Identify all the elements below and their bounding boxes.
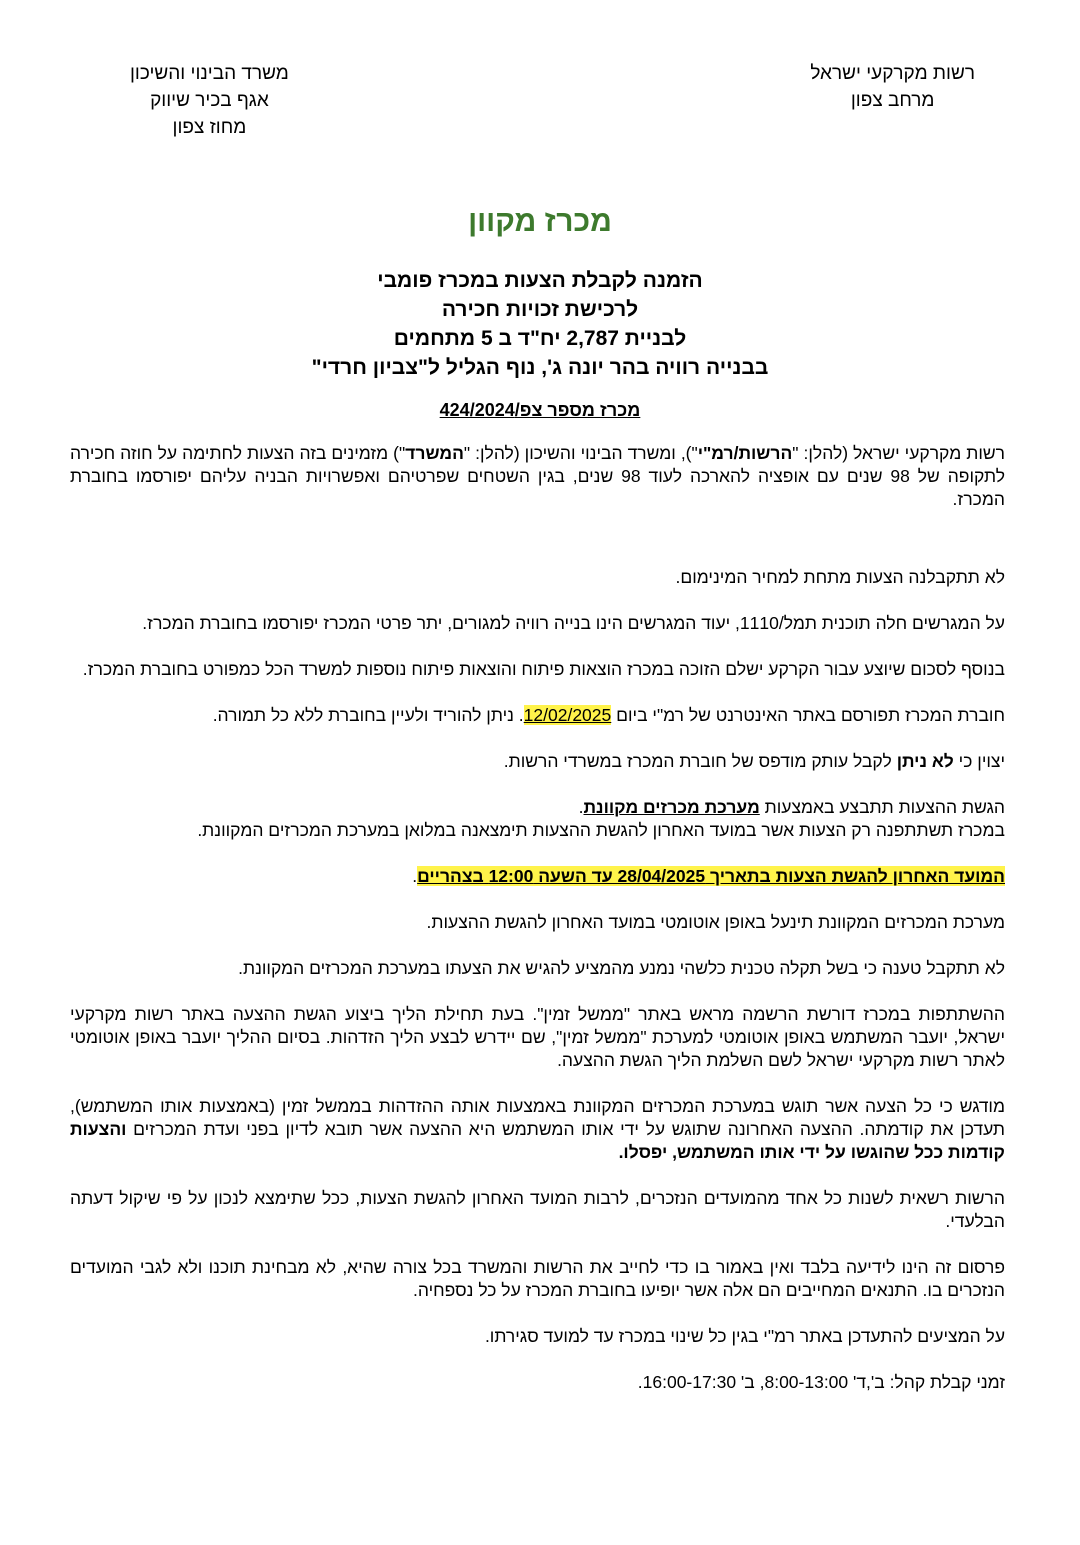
paragraph-publication-date: חוברת המכרז תפורסם באתר האינטרנט של רמ"י ביום 12/02/2025. ניתן להוריד ולעיין בחוברת ללא כל תמורה. <box>212 705 1005 725</box>
header-line: מרחב צפון <box>850 90 935 111</box>
invitation-subtitle <box>0 266 1080 382</box>
document-body <box>70 442 1005 1394</box>
tender-number: מכרז מספר צפ/424/2024 <box>439 400 641 420</box>
paragraph-development-costs: בנוסף לסכום שיוצע עבור הקרקע ישלם הזוכה במכרז הוצאות פיתוח והוצאות פיתוח נוספות למשרד הכל כמפורט בחוברת המכרז. <box>82 659 1005 679</box>
paragraph-technical-fault: לא תתקבל טענה כי בשל תקלה טכנית כלשהי נמנע מהמציע להגיש את הצעתו במערכת המכרזים המקוונת. <box>238 958 1005 978</box>
header-line: אגף בכיר שיווק <box>150 90 269 111</box>
subtitle-line: בבנייה רוויה בהר יונה ג', נוף הגליל ל"צביון חרדי" <box>311 356 769 379</box>
header-issuer-rmi <box>810 60 975 114</box>
subtitle-line: הזמנה לקבלת הצעות במכרז פומבי <box>377 269 703 292</box>
paragraph-updates: על המציעים להתעדכן באתר רמ"י בגין כל שינוי במכרז עד למועד סגירתו. <box>484 1326 1005 1346</box>
paragraph-registration: ההשתתפות במכרז דורשת הרשמה מראש באתר "ממשל זמין". בעת תחילת הליך ביצוע הגשת ההצעה באתר רשות מקרקעי ישראל, יועבר המשתמש באופן אוטומטי למערכת "ממשל זמין", שם יידרש לבצע הליך הזדהות. בסיום ההליך יועבר באופן אוטומטי לאתר רשות מקרקעי ישראל לשם השלמת הליך הגשת ההצעה. <box>70 1004 1005 1070</box>
paragraph-minimum-price: לא תתקבלנה הצעות מתחת למחיר המינימום. <box>675 567 1005 587</box>
subtitle-line: לרכישת זכויות חכירה <box>441 298 639 321</box>
paragraph-last-offer: מודגש כי כל הצעה אשר תוגש במערכת המכרזים המקוונת באמצעות אותה ההזדהות בממשל זמין (באמצעות אותו המשתמש), תעדכן את קודמתה. ההצעה האחרונה שתוגש על ידי אותו המשתמש היא ההצעה אשר תובא לדיון בפני ועדת המכרזים והצעות קודמות ככל שהוגשו על ידי אותו המשתמש, יפסלו. <box>70 1096 1005 1162</box>
paragraph-reception-hours: זמני קבלת קהל: ב',ד' 8:00-13:00, ב' 16:00-17:30. <box>637 1372 1005 1392</box>
paragraph-deadline: המועד האחרון להגשת הצעות בתאריך 28/04/2025 עד השעה 12:00 בצהריים. <box>412 866 1005 886</box>
publication-date: 12/02/2025 <box>523 705 612 725</box>
paragraph-disclaimer: פרסום זה הינו לידיעה בלבד ואין באמור בו כדי לחייב את הרשות והמשרד בכל צורה שהיא, לא מבחינת תוכנו ולא לגבי המועדים הנזכרים בו. התנאים המחייבים הם אלה אשר יופיעו בחוברת המכרז על כל נספחיה. <box>70 1257 1005 1300</box>
header-line: רשות מקרקעי ישראל <box>810 63 975 84</box>
paragraph-online-submission: הגשת ההצעות תתבצע באמצעות מערכת מכרזים מקוונת. במכרז תשתתפנה רק הצעות אשר במועד האחרון להגשת ההצעות תימצאנה במלואן במערכת המכרזים המקוונת. <box>197 797 1005 840</box>
page-title: מכרז מקוון <box>468 205 612 238</box>
subtitle-line: לבניית 2,787 יח"ד ב 5 מתחמים <box>393 327 687 350</box>
header-line: משרד הבינוי והשיכון <box>130 63 289 84</box>
paragraph-intro: רשות מקרקעי ישראל (להלן: "הרשות/רמ"י"), ומשרד הבינוי והשיכון (להלן: "המשרד") מזמינים בזה הצעות לחתימה על חוזה חכירה לתקופה של 98 שנים עם אופציה להארכה לעוד 98 שנים, בגין השטחים שפרטיהם ואפשרויות הבניה עליהם יפורסמו בחוברת המכרז. <box>70 443 1006 509</box>
paragraph-plan: על המגרשים חלה תוכנית תמל/1110, יעוד המגרשים הינו בנייה רוויה למגורים, יתר פרטי המכרז יפורסמו בחוברת המכרז. <box>142 613 1005 633</box>
header-issuer-ministry <box>130 60 289 141</box>
submission-deadline: המועד האחרון להגשת הצעות בתאריך 28/04/2025 עד השעה 12:00 בצהריים <box>417 866 1005 886</box>
paragraph-date-changes: הרשות רשאית לשנות כל אחד מהמועדים הנזכרים, לרבות המועד האחרון להגשת הצעות, ככל שתימצא לנכון על פי שיקול דעתה הבלעדי. <box>70 1188 1005 1231</box>
paragraph-no-print: יצוין כי לא ניתן לקבל עותק מודפס של חוברת המכרז במשרדי הרשות. <box>503 751 1005 771</box>
online-tender-system-link: מערכת מכרזים מקוונת <box>583 797 760 817</box>
header-line: מחוז צפון <box>172 117 247 138</box>
paragraph-system-lock: מערכת המכרזים המקוונת תינעל באופן אוטומטי במועד האחרון להגשת ההצעות. <box>426 912 1005 932</box>
